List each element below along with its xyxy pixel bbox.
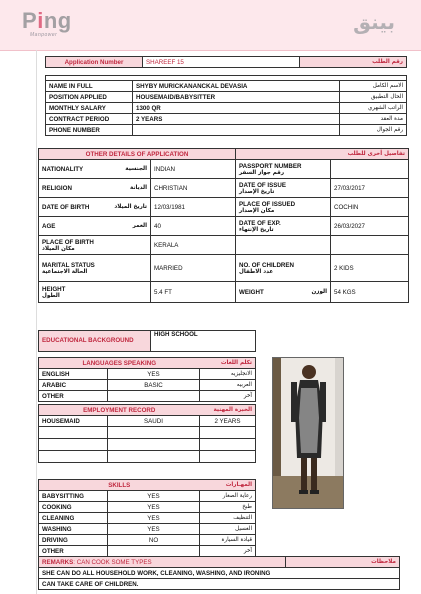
- personal-label-ar: رقم الجوال: [340, 125, 407, 136]
- skill-value: YES: [108, 502, 200, 513]
- detail-label-2: DATE OF ISSUE تاريخ الإصدار: [236, 179, 331, 198]
- remarks-line: CAN TAKE CARE OF CHILDREN.: [39, 579, 400, 590]
- skill-label: COOKING: [39, 502, 108, 513]
- skills-table: [38, 479, 256, 557]
- skill-value: YES: [108, 491, 200, 502]
- applicant-photo: [272, 357, 344, 509]
- skill-label-ar: الغسيل: [200, 524, 256, 535]
- table-row: [39, 282, 409, 303]
- table-row: [39, 416, 256, 427]
- personal-value: SHYBY MURICKANANCKAL DEVASIA: [133, 81, 340, 92]
- detail-label-2: [236, 236, 331, 255]
- table-row: [39, 179, 409, 198]
- skill-label: BABYSITTING: [39, 491, 108, 502]
- detail-label: NATIONALITY الجنسية: [39, 160, 151, 179]
- table-row: [46, 114, 407, 125]
- detail-value-2: 26/03/2027: [331, 217, 409, 236]
- personal-info-table: [45, 75, 407, 136]
- skill-label: CLEANING: [39, 513, 108, 524]
- education-table: [38, 330, 256, 352]
- detail-label-2: PASSPORT NUMBER رقم جواز السفر: [236, 160, 331, 179]
- remarks-label-ar: ملاحظات: [286, 557, 400, 568]
- table-row: [39, 391, 256, 402]
- language-label-ar: العربيه: [200, 380, 256, 391]
- skill-label: WASHING: [39, 524, 108, 535]
- employment-position: [39, 439, 108, 451]
- language-label-ar: آخر: [200, 391, 256, 402]
- skill-label-ar: آخر: [200, 546, 256, 557]
- employment-position: [39, 451, 108, 463]
- employment-duration: [200, 427, 256, 439]
- detail-label: MARITAL STATUS الحالة الاجتماعية: [39, 255, 151, 282]
- table-row: [39, 439, 256, 451]
- language-value: [108, 391, 200, 402]
- table-row: [39, 380, 256, 391]
- table-row: [46, 103, 407, 114]
- employment-position: HOUSEMAID: [39, 416, 108, 427]
- language-label: ARABIC: [39, 380, 108, 391]
- detail-label: RELIGION الديانة: [39, 179, 151, 198]
- employment-country: [108, 451, 200, 463]
- company-logo-subtitle: Manpower: [30, 32, 58, 38]
- other-details-title-ar: تفاصيل أخرى للطلب: [236, 149, 409, 160]
- skill-label-ar: رعاية الصغار: [200, 491, 256, 502]
- detail-value-2: 54 KGS: [331, 282, 409, 303]
- detail-label: DATE OF BIRTH تاريخ الميلاد: [39, 198, 151, 217]
- table-row: [46, 125, 407, 136]
- personal-label-ar: الحال التطبيق: [340, 92, 407, 103]
- application-number-label-ar: رقم الطلب: [300, 57, 407, 68]
- remarks-header: REMARKS: CAN COOK SOME TYPES: [39, 557, 286, 568]
- detail-label-2: WEIGHT الوزن: [236, 282, 331, 303]
- detail-value-2: [331, 160, 409, 179]
- skill-label-ar: التنظيف: [200, 513, 256, 524]
- detail-value: INDIAN: [151, 160, 236, 179]
- skill-value: [108, 546, 200, 557]
- language-label: ENGLISH: [39, 369, 108, 380]
- detail-label-2: PLACE OF ISSUED مكان الإصدار: [236, 198, 331, 217]
- detail-label-2: DATE OF EXP. تاريخ الإنتهاء: [236, 217, 331, 236]
- table-row: [39, 451, 256, 463]
- table-row: [39, 198, 409, 217]
- application-number-row: [45, 56, 407, 68]
- detail-label: PLACE OF BIRTH مكان الميلاد: [39, 236, 151, 255]
- application-number-label: Application Number: [46, 57, 143, 68]
- personal-label: CONTRACT PERIOD: [46, 114, 133, 125]
- table-row: [39, 524, 256, 535]
- personal-label-ar: الراتب الشهري: [340, 103, 407, 114]
- personal-value: [133, 125, 340, 136]
- employment-duration: [200, 439, 256, 451]
- language-value: BASIC: [108, 380, 200, 391]
- employment-duration: [200, 451, 256, 463]
- personal-label: PHONE NUMBER: [46, 125, 133, 136]
- personal-value: 1300 QR: [133, 103, 340, 114]
- employment-country: SAUDI: [108, 416, 200, 427]
- remarks-line: SHE CAN DO ALL HOUSEHOLD WORK, CLEANING, WASHING, AND IRONING: [39, 568, 400, 579]
- table-row: [39, 513, 256, 524]
- personal-label: POSITION APPLIED: [46, 92, 133, 103]
- skill-value: YES: [108, 524, 200, 535]
- detail-value: CHRISTIAN: [151, 179, 236, 198]
- language-label: OTHER: [39, 391, 108, 402]
- employment-country: [108, 427, 200, 439]
- language-label-ar: الانجليزيه: [200, 369, 256, 380]
- other-details-table: [38, 148, 409, 303]
- table-row: [46, 81, 407, 92]
- education-value: HIGH SCHOOL: [151, 331, 256, 352]
- margin-line: [36, 50, 37, 594]
- detail-label: AGE العمر: [39, 217, 151, 236]
- personal-label: MONTHLY SALARY: [46, 103, 133, 114]
- detail-value: 12/03/1981: [151, 198, 236, 217]
- detail-value: 5.4 FT: [151, 282, 236, 303]
- table-row: [39, 160, 409, 179]
- skill-value: NO: [108, 535, 200, 546]
- detail-value: KERALA: [151, 236, 236, 255]
- languages-title: LANGUAGES SPEAKING: [39, 358, 200, 369]
- table-row: [39, 427, 256, 439]
- company-logo: Ping: [22, 8, 72, 33]
- detail-value-2: 2 KIDS: [331, 255, 409, 282]
- other-details-title: OTHER DETAILS OF APPLICATION: [39, 149, 236, 160]
- personal-value: 2 YEARS: [133, 114, 340, 125]
- table-row: [46, 92, 407, 103]
- detail-value-2: 27/03/2017: [331, 179, 409, 198]
- detail-label-2: NO. OF CHILDREN عدد الاطفال: [236, 255, 331, 282]
- table-row: [39, 546, 256, 557]
- detail-value-2: COCHIN: [331, 198, 409, 217]
- employment-table: [38, 404, 256, 463]
- table-row: [39, 236, 409, 255]
- skill-label-ar: قيادة السيارة: [200, 535, 256, 546]
- skill-value: YES: [108, 513, 200, 524]
- employment-position: [39, 427, 108, 439]
- skills-title: SKILLS: [39, 480, 200, 491]
- languages-title-ar: تكلم اللغات: [200, 358, 256, 369]
- employment-duration: 2 YEARS: [200, 416, 256, 427]
- skill-label-ar: طبخ: [200, 502, 256, 513]
- skill-label: DRIVING: [39, 535, 108, 546]
- table-row: [39, 217, 409, 236]
- personal-label-ar: مدة العقد: [340, 114, 407, 125]
- language-value: YES: [108, 369, 200, 380]
- table-row: [39, 369, 256, 380]
- detail-label: HEIGHT الطول: [39, 282, 151, 303]
- table-row: [39, 535, 256, 546]
- personal-label-ar: الاسم الكامل: [340, 81, 407, 92]
- languages-table: [38, 357, 256, 402]
- detail-value: 40: [151, 217, 236, 236]
- education-label: EDUCATIONAL BACKGROUND: [39, 331, 151, 352]
- table-row: [39, 491, 256, 502]
- employment-country: [108, 439, 200, 451]
- personal-label: NAME IN FULL: [46, 81, 133, 92]
- skills-title-ar: المهـارات: [200, 480, 256, 491]
- detail-value: MARRIED: [151, 255, 236, 282]
- table-row: [39, 255, 409, 282]
- employment-title: EMPLOYMENT RECORD: [39, 405, 200, 416]
- skill-label: OTHER: [39, 546, 108, 557]
- company-logo-arabic: بينق: [353, 10, 395, 34]
- table-row: [39, 502, 256, 513]
- application-number-value: SHAREEF 15: [143, 57, 300, 68]
- remarks-table: [38, 556, 400, 590]
- personal-value: HOUSEMAID/BABYSITTER: [133, 92, 340, 103]
- detail-value-2: [331, 236, 409, 255]
- employment-title-ar: الخبرة المهنية: [200, 405, 256, 416]
